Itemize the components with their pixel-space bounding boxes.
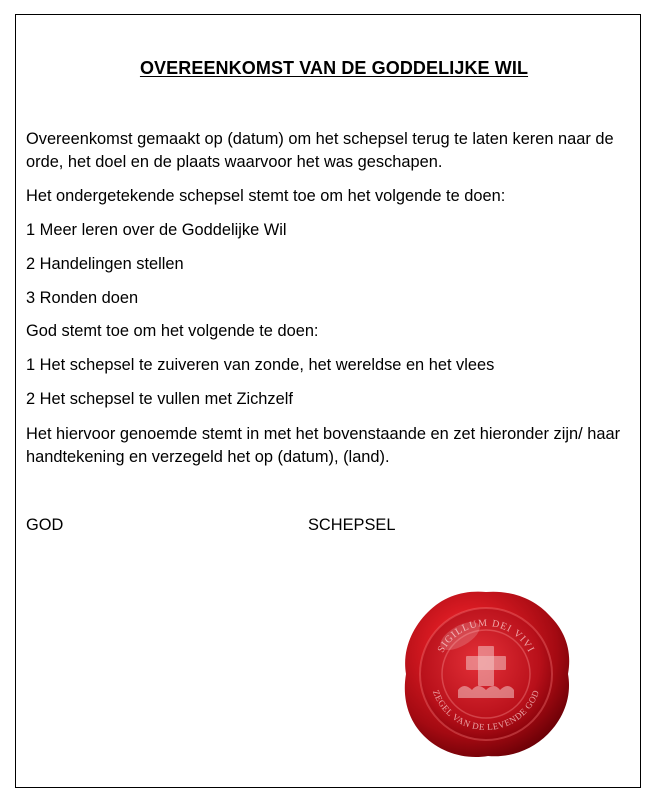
god-item-1: 1 Het schepsel te zuiveren van zonde, het wereldse en het vlees: [26, 356, 495, 374]
seal-text-top: SIGILLUM DEI VIVI: [435, 617, 537, 655]
signature-label-creature: SCHEPSEL: [308, 516, 396, 534]
god-agrees-heading: God stemt toe om het volgende te doen:: [26, 322, 319, 340]
creature-item-2: 2 Handelingen stellen: [26, 255, 184, 273]
signature-label-god: GOD: [26, 516, 64, 534]
intro-paragraph: Overeenkomst gemaakt op (datum) om het schepsel terug te laten keren naar de orde, het doel en de plaats waarvoor het was geschapen.: [26, 130, 614, 171]
document-title: OVEREENKOMST VAN DE GODDELIJKE WIL: [139, 58, 529, 78]
seal-text-bottom: ZEGEL VAN DE LEVENDE GOD: [430, 688, 542, 733]
creature-item-3: 3 Ronden doen: [26, 289, 139, 307]
wax-seal-image: [398, 586, 574, 762]
creature-item-1: 1 Meer leren over de Goddelijke Wil: [26, 221, 287, 239]
god-item-2: 2 Het schepsel te vullen met Zichzelf: [26, 390, 293, 408]
closing-paragraph: Het hiervoor genoemde stemt in met het bovenstaande en zet hieronder zijn/ haar handtekening en verzegeld het op (datum), (land).: [26, 425, 621, 466]
creature-agrees-heading: Het ondergetekende schepsel stemt toe om het volgende te doen:: [26, 187, 506, 205]
